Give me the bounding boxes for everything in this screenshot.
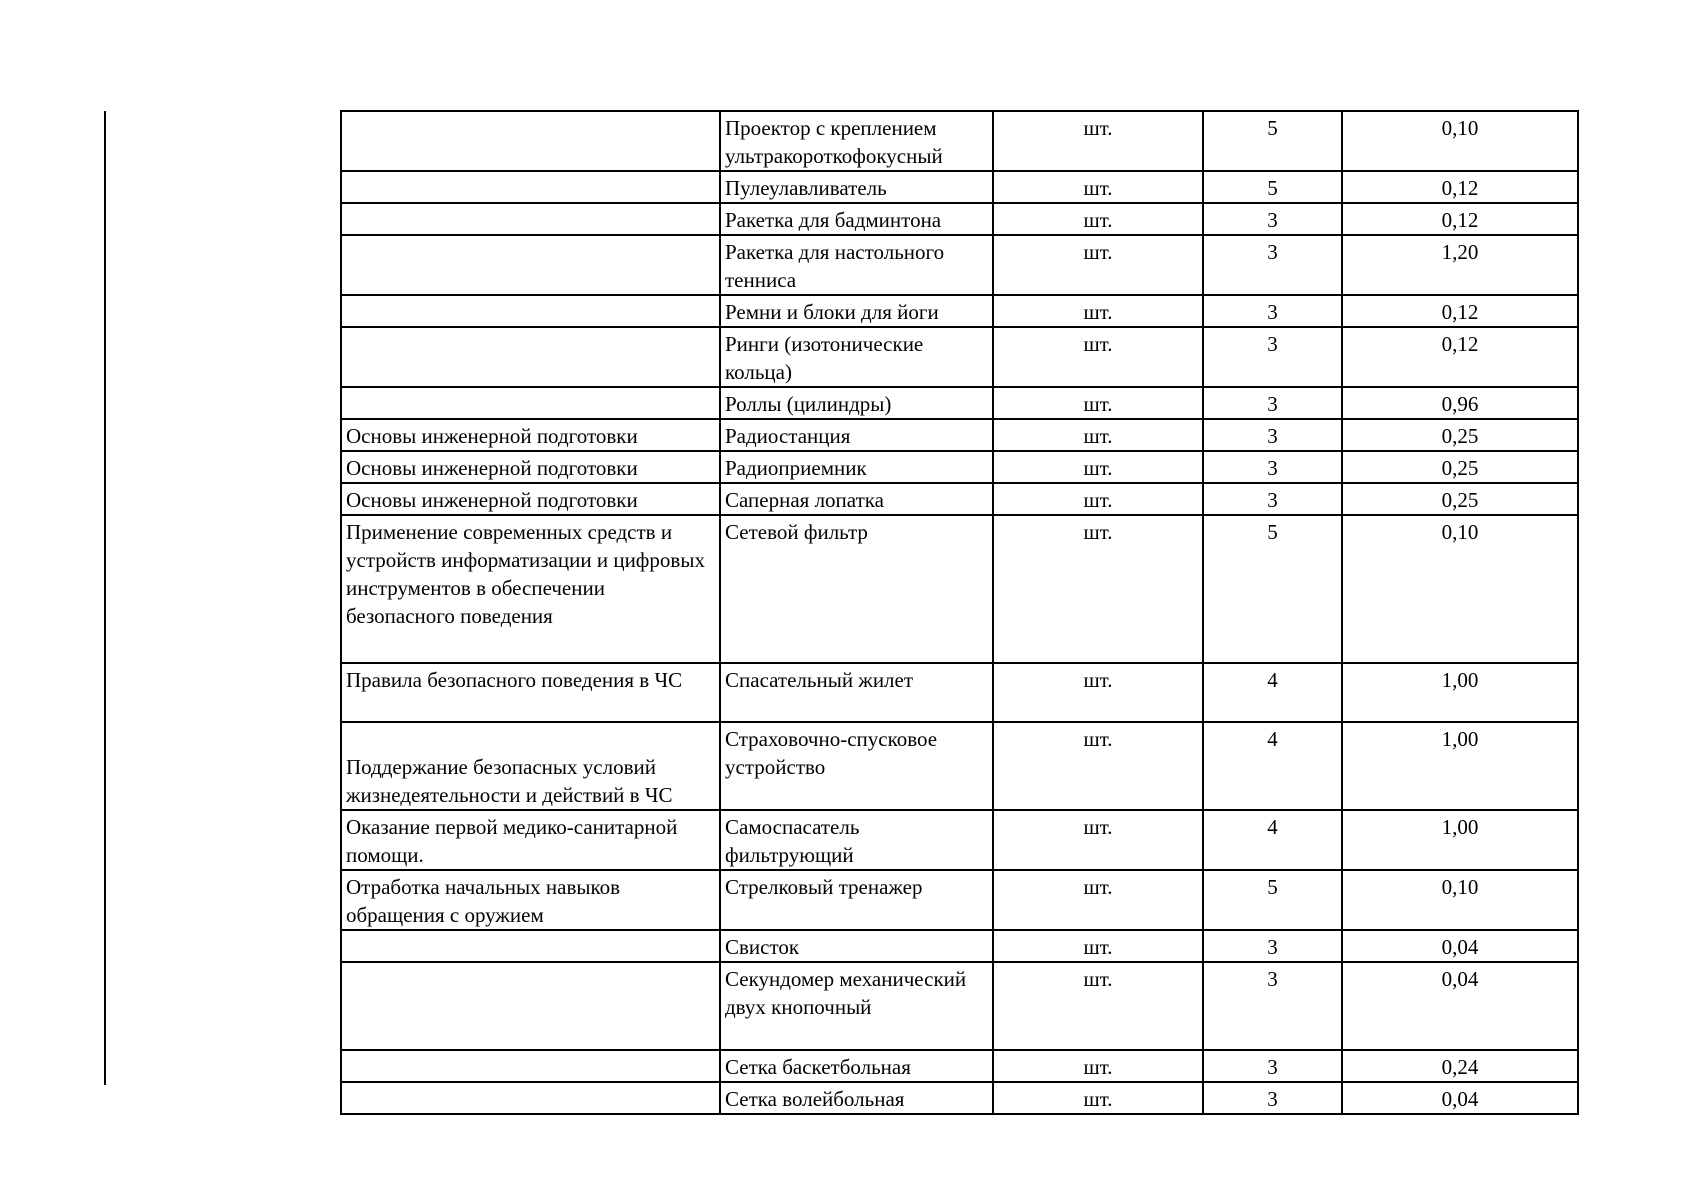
section-cell (341, 203, 720, 235)
table-row (341, 930, 1578, 962)
item-cell: Стрелковый тренажер (720, 870, 993, 930)
unit-cell: шт. (993, 419, 1203, 451)
section-cell (341, 295, 720, 327)
unit-cell: шт. (993, 451, 1203, 483)
section-cell: Поддержание безопасных условий жизнедеятельности и действий в ЧС (346, 755, 673, 807)
value-cell: 1,20 (1342, 235, 1578, 295)
section-cell (341, 387, 720, 419)
table-row (341, 722, 1578, 810)
item-cell: Саперная лопатка (720, 483, 993, 515)
table-row (341, 171, 1578, 203)
table-row (341, 419, 1578, 451)
value-cell: 0,25 (1342, 483, 1578, 515)
qty-cell: 3 (1203, 203, 1342, 235)
value-cell: 1,00 (1342, 810, 1578, 870)
table-row (341, 451, 1578, 483)
section-cell: Оказание первой медико-санитарной помощи. (341, 810, 720, 870)
section-cell: Отработка начальных навыков обращения с оружием (341, 870, 720, 930)
table-row (341, 663, 1578, 722)
section-cell (341, 235, 720, 295)
qty-cell: 3 (1203, 483, 1342, 515)
item-cell: Ракетка для настольного тенниса (720, 235, 993, 295)
section-cell (341, 171, 720, 203)
item-cell: Радиоприемник (720, 451, 993, 483)
value-cell: 0,12 (1342, 295, 1578, 327)
qty-cell: 3 (1203, 419, 1342, 451)
qty-cell: 3 (1203, 235, 1342, 295)
qty-cell: 3 (1203, 387, 1342, 419)
qty-cell: 5 (1203, 515, 1342, 663)
section-cell: Основы инженерной подготовки (341, 419, 720, 451)
unit-cell: шт. (993, 810, 1203, 870)
page-margin-line (104, 111, 106, 1085)
item-cell: Роллы (цилиндры) (720, 387, 993, 419)
qty-cell: 3 (1203, 962, 1342, 1050)
unit-cell: шт. (993, 483, 1203, 515)
qty-cell: 3 (1203, 451, 1342, 483)
item-cell: Ракетка для бадминтона (720, 203, 993, 235)
unit-cell: шт. (993, 515, 1203, 663)
table-row (341, 295, 1578, 327)
section-cell (341, 111, 720, 171)
unit-cell: шт. (993, 870, 1203, 930)
value-cell: 0,25 (1342, 451, 1578, 483)
section-cell (341, 930, 720, 962)
section-cell (341, 327, 720, 387)
item-cell: Секундомер механический двух кнопочный (720, 962, 993, 1050)
unit-cell: шт. (993, 1082, 1203, 1114)
value-cell: 0,04 (1342, 930, 1578, 962)
item-cell: Ринги (изотонические кольца) (720, 327, 993, 387)
value-cell: 1,00 (1342, 722, 1578, 810)
unit-cell: шт. (993, 295, 1203, 327)
item-cell: Проектор с креплением ультракороткофокусный (720, 111, 993, 171)
qty-cell: 5 (1203, 870, 1342, 930)
section-cell: Основы инженерной подготовки (341, 451, 720, 483)
value-cell: 0,04 (1342, 962, 1578, 1050)
value-cell: 0,04 (1342, 1082, 1578, 1114)
table-row (341, 203, 1578, 235)
item-cell: Сетка баскетбольная (720, 1050, 993, 1082)
qty-cell: 3 (1203, 1082, 1342, 1114)
unit-cell: шт. (993, 722, 1203, 810)
section-cell: Правила безопасного поведения в ЧС (341, 663, 720, 722)
table-row (341, 235, 1578, 295)
value-cell: 0,10 (1342, 111, 1578, 171)
unit-cell: шт. (993, 171, 1203, 203)
qty-cell: 3 (1203, 930, 1342, 962)
unit-cell: шт. (993, 663, 1203, 722)
item-cell: Радиостанция (720, 419, 993, 451)
item-cell: Свисток (720, 930, 993, 962)
value-cell: 1,00 (1342, 663, 1578, 722)
table-row (341, 327, 1578, 387)
unit-cell: шт. (993, 1050, 1203, 1082)
unit-cell: шт. (993, 962, 1203, 1050)
table-row (341, 870, 1578, 930)
table-row (341, 515, 1578, 663)
unit-cell: шт. (993, 111, 1203, 171)
qty-cell: 4 (1203, 810, 1342, 870)
qty-cell: 5 (1203, 111, 1342, 171)
item-cell: Страховочно-спусковое устройство (720, 722, 993, 810)
item-cell: Пулеулавливатель (720, 171, 993, 203)
value-cell: 0,24 (1342, 1050, 1578, 1082)
unit-cell: шт. (993, 930, 1203, 962)
value-cell: 0,25 (1342, 419, 1578, 451)
table-row (341, 387, 1578, 419)
qty-cell: 4 (1203, 722, 1342, 810)
table-row (341, 1082, 1578, 1114)
value-cell: 0,12 (1342, 171, 1578, 203)
table-row (341, 111, 1578, 171)
item-cell: Ремни и блоки для йоги (720, 295, 993, 327)
value-cell: 0,12 (1342, 203, 1578, 235)
qty-cell: 3 (1203, 295, 1342, 327)
table-row (341, 810, 1578, 870)
section-cell (341, 962, 720, 1050)
section-cell-wrap (341, 722, 720, 810)
value-cell: 0,10 (1342, 515, 1578, 663)
table-row (341, 1050, 1578, 1082)
value-cell: 0,12 (1342, 327, 1578, 387)
table-row (341, 962, 1578, 1050)
section-cell (341, 1082, 720, 1114)
item-cell: Сетка волейбольная (720, 1082, 993, 1114)
item-cell: Сетевой фильтр (720, 515, 993, 663)
section-cell: Основы инженерной подготовки (341, 483, 720, 515)
section-cell: Применение современных средств и устройств информатизации и цифровых инструментов в обеспечении безопасного поведения (341, 515, 720, 663)
table-row (341, 483, 1578, 515)
qty-cell: 3 (1203, 327, 1342, 387)
equipment-table (340, 110, 1579, 1115)
unit-cell: шт. (993, 387, 1203, 419)
unit-cell: шт. (993, 203, 1203, 235)
qty-cell: 5 (1203, 171, 1342, 203)
qty-cell: 3 (1203, 1050, 1342, 1082)
item-cell: Самоспасатель фильтрующий (720, 810, 993, 870)
section-cell (341, 1050, 720, 1082)
unit-cell: шт. (993, 235, 1203, 295)
qty-cell: 4 (1203, 663, 1342, 722)
value-cell: 0,96 (1342, 387, 1578, 419)
unit-cell: шт. (993, 327, 1203, 387)
value-cell: 0,10 (1342, 870, 1578, 930)
item-cell: Спасательный жилет (720, 663, 993, 722)
